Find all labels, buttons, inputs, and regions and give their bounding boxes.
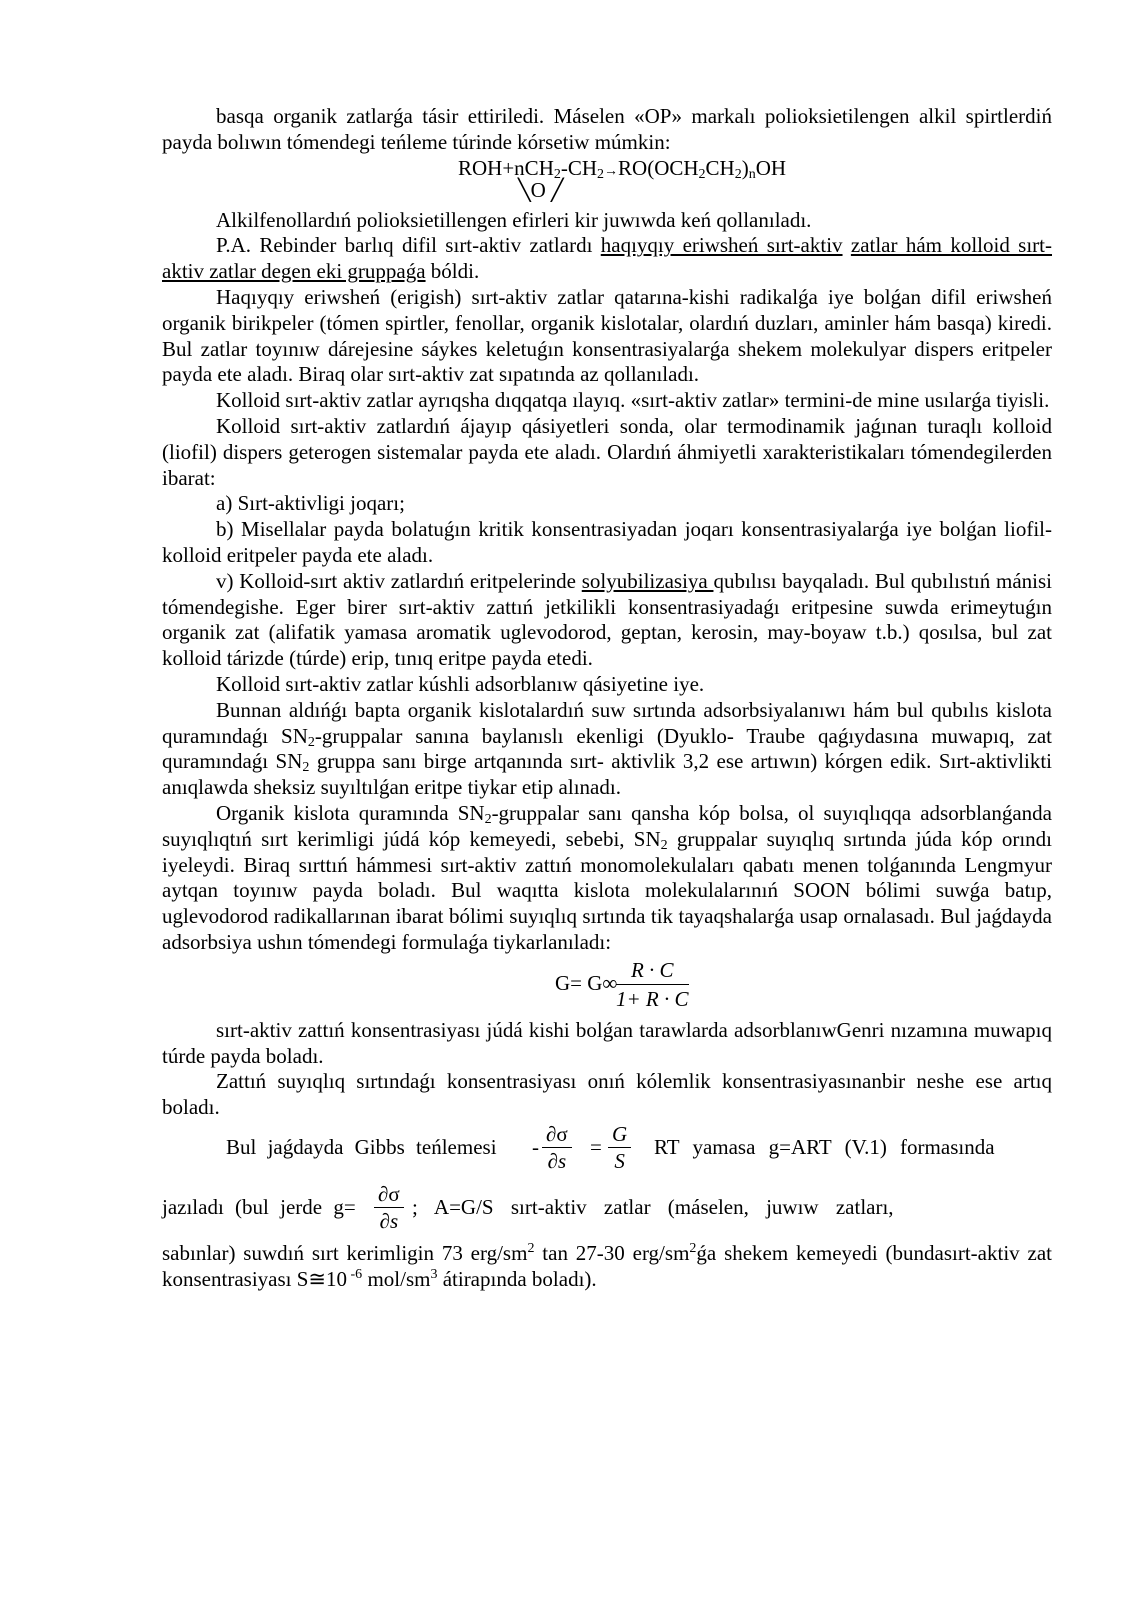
- paragraph-text: P.A. Rebinder barlıq difil sırt-aktiv zatlardı: [216, 233, 601, 258]
- paragraph-text: -gruppalar sanı qansha kóp bolsa, ol suyıqlıqqa adsorblanǵanda suyıqlıqtıń sırt kerimligi júdá kóp kemeyedi, sebebi, SN: [162, 800, 1052, 851]
- paragraph-text: gruppalar suyıqlıq sırtında júda kóp orındı iyeleydi. Biraq sırttıń hámmesi sırt-aktiv zattıń monomolekulaları qabatı menen tolǵanında Lengmyur aytqan toyınıw payda boladı. Bul waqıtta kislota molekulalarınıń SOON bólimi suwǵa batıp, uglevodorod radikallarınan ibarat bólimi suyıqlıq sırtında tik tayaqshalarǵa usap ornalasadı. Bul jaǵdayda adsorbsiya ushın tómendegi formulaǵa tiykarlanıladı:: [162, 826, 1052, 954]
- paragraph: [162, 414, 1052, 491]
- subscript: 2: [302, 760, 310, 776]
- g-definition-fraction: [374, 1181, 404, 1234]
- adsorption-formula: [162, 956, 1052, 1018]
- paragraph-text: a) Sırt-aktivligi joqarı;: [216, 491, 405, 516]
- gibbs-fraction-left: [542, 1121, 572, 1174]
- list-item: [162, 517, 1052, 569]
- underlined-term: haqıyqıy eriwsheń sırt-aktiv: [600, 233, 843, 258]
- paragraph: [162, 1018, 1052, 1070]
- paragraph-text: basqa organik zatlarǵa tásir ettiriledi. Máselen «OP» markalı polioksietilengen alkil spirtlerdiń payda bolıwın tómendegi teńleme túrinde kórsetiw múmkin:: [162, 104, 1052, 154]
- paragraph: [162, 698, 1052, 801]
- list-item: [162, 491, 1052, 517]
- superscript: 2: [689, 1240, 697, 1256]
- superscript: 2: [527, 1240, 535, 1256]
- paragraph-text: Bul jaǵdayda Gibbs teńlemesi: [226, 1134, 497, 1159]
- paragraph-text: b) Misellalar payda bolatuǵın kritik konsentrasiyadan joqarı konsentrasiyalarǵa iye bolǵan liofil-kolloid eritpeler payda ete aladı.: [162, 517, 1052, 567]
- formula-numerator: ∂σ: [374, 1181, 404, 1208]
- paragraph-text: Kolloid sırt-aktiv zatlar kúshli adsorblanıw qásiyetine iye.: [216, 671, 705, 696]
- reaction-equation: [162, 156, 1052, 208]
- paragraph: [162, 672, 1052, 698]
- approx-sign: ≅: [308, 1266, 327, 1291]
- subscript: 2: [660, 837, 668, 853]
- paragraph-text: Organik kislota quramında SN: [216, 800, 485, 825]
- paragraph-text: Haqıyqıy eriwsheń (erigish) sırt-aktiv zatlar qatarına-kishi radikalǵa iye bolǵan difil eriwsheń organik birikpeler (tómen spirtler, fenollar, organik kislotalar, olardıń duzları, aminler hám basqa) kiredi. Bul zatlar toyınıw dárejesine sáykes keletuǵın konsentrasiyalarǵa shekem molekulyar dispers eritpeler payda ete aladı. Biraq olar sırt-aktiv zat sıpatında az qollanıladı.: [162, 284, 1052, 387]
- underlined-term: solyubilizasiya: [581, 568, 714, 593]
- paragraph-text: Alkilfenollardıń polioksietillengen efirleri kir juwıwda keń qollanıladı.: [216, 207, 812, 232]
- paragraph: [162, 1069, 1052, 1121]
- epoxide-oxygen: ╲O ╱: [518, 177, 564, 202]
- gibbs-fraction-right: [608, 1121, 631, 1174]
- paragraph-text: Bunnan aldıńǵı bapta organik kislotalardıń suw sırtında adsorbsiyalanıwı hám bul qubılıs kislota quramındaǵı SN: [162, 697, 1052, 748]
- formula-lhs: G= G∞: [555, 970, 618, 995]
- paragraph-text: RT yamasa g=ART (V.1) formasında: [654, 1134, 995, 1159]
- paragraph-text: ǵa shekem kemeyedi (bundasırt-aktiv zat konsentrasiyası S: [162, 1240, 1052, 1291]
- reaction-part: ): [741, 155, 749, 180]
- formula-fraction: [616, 956, 689, 1013]
- paragraph: [162, 1241, 1052, 1293]
- minus-sign: -: [532, 1134, 539, 1159]
- paragraph-text: -gruppalar sanına baylanıslı ekenligi (Dyuklo- Traube qaǵıydasına muwapıq, zat quramındaǵı SN: [162, 723, 1053, 774]
- reaction-part: ROH+nCH: [458, 155, 554, 180]
- list-item: [162, 569, 1052, 672]
- g-definition-line: [162, 1181, 1052, 1241]
- paragraph-text: qubılısı bayqaladı. Bul qubılıstıń mánisi tómendegishe. Eger birer sırt-aktiv zattıń jetkilikli konsentrasiyadaǵı eritpesine suwda erimeytuǵın organik zat (alifatik yamasa aromatik uglevodorod, geptan, kerosin, may-boyaw t.b.) qosılsa, bul zat kolloid tárizde (túrde) erip, tınıq eritpe payda etedi.: [162, 568, 1052, 671]
- paragraph: [162, 104, 1052, 156]
- paragraph: [162, 285, 1052, 388]
- reaction-part: OH: [755, 155, 787, 180]
- formula-denominator: S: [608, 1147, 631, 1174]
- formula-denominator: 1+ R · C: [616, 986, 689, 1011]
- paragraph-text: gruppa sanı birge artqanında sırt- aktivlik 3,2 ese artıwın) kórgen edik. Sırt-aktivlikti anıqlawda sheksiz suyıltılǵan eritpe tiykar etip alınadı.: [162, 749, 1052, 800]
- paragraph-text: v) Kolloid-sırt aktiv zatlardıń eritpelerinde: [216, 568, 582, 593]
- superscript: 3: [430, 1266, 438, 1282]
- subscript: 2: [307, 734, 315, 750]
- formula-denominator: ∂s: [547, 1148, 567, 1173]
- formula-numerator: G: [612, 1121, 628, 1146]
- reaction-part: -CH: [560, 155, 598, 180]
- paragraph-text: sırt-aktiv zattıń konsentrasiyası júdá kishi bolǵan tarawlarda adsorblanıwGenri nızamına muwapıq túrde payda boladı.: [162, 1017, 1052, 1068]
- arrow-icon: →: [604, 163, 619, 179]
- paragraph-text: bóldi.: [425, 259, 480, 284]
- paragraph-text: tan 27-30 erg/sm: [534, 1240, 690, 1265]
- paragraph-text: 10: [326, 1266, 348, 1291]
- subscript: 2: [698, 166, 706, 182]
- paragraph: [162, 801, 1052, 956]
- gibbs-equation-line: [162, 1121, 1052, 1185]
- subscript: 2: [734, 166, 742, 182]
- subscript: 2: [597, 166, 605, 182]
- paragraph-text: átirapında boladı).: [437, 1266, 597, 1291]
- paragraph: [162, 388, 1052, 414]
- reaction-main-line: [458, 156, 786, 185]
- paragraph-text: Kolloid sırt-aktiv zatlardıń ájayıp qásiyetleri sonda, olar termodinamik jaǵınan turaqlı kolloid (liofil) dispers geterogen sistemalar payda ete aladı. Olardıń áhmiyetli xarakteristikaları tómendegilerden ibarat:: [162, 413, 1052, 490]
- paragraph-text: Zattıń suyıqlıq sırtındaǵı konsentrasiyası onıń kólemlik konsentrasiyasınanbir neshe ese artıq boladı.: [162, 1069, 1052, 1120]
- paragraph-text: jazıladı (bul jerde g=: [162, 1194, 356, 1219]
- subscript: 2: [553, 166, 561, 182]
- paragraph: [162, 233, 1052, 285]
- superscript: -6: [347, 1266, 363, 1282]
- reaction-part: CH: [705, 155, 735, 180]
- underlined-term: zatlar hám kolloid sırt-aktiv zatlar degen eki gruppaǵa: [162, 233, 1052, 284]
- paragraph-text: [843, 233, 851, 257]
- document-body: [162, 104, 1052, 1292]
- paragraph: [162, 208, 1052, 234]
- subscript: n: [748, 166, 756, 182]
- formula-numerator: R · C: [616, 956, 689, 985]
- subscript: 2: [484, 811, 492, 827]
- formula-numerator: ∂σ: [542, 1121, 572, 1148]
- reaction-part: RO(OCH: [618, 155, 699, 180]
- paragraph-text: sabınlar) suwdıń sırt kerimligin 73 erg/sm: [162, 1240, 528, 1265]
- paragraph-text: ; A=G/S sırt-aktiv zatlar (máselen, juwıw zatları,: [412, 1194, 894, 1219]
- equals-sign: =: [590, 1134, 602, 1159]
- paragraph-text: mol/sm: [362, 1266, 431, 1291]
- formula-denominator: ∂s: [379, 1208, 399, 1233]
- paragraph-text: Kolloid sırt-aktiv zatlar ayrıqsha dıqqatqa ılayıq. «sırt-aktiv zatlar» termini-de mine usılarǵa tiyisli.: [216, 388, 1050, 413]
